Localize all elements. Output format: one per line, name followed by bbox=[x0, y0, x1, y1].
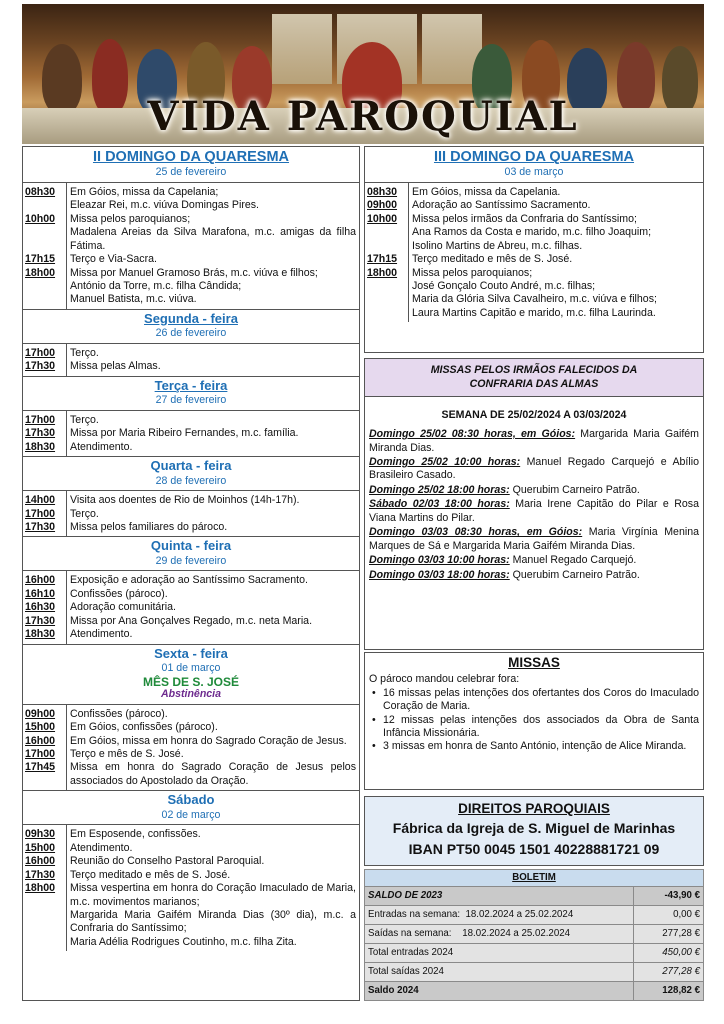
boletim-title: BOLETIM bbox=[365, 870, 704, 887]
day-schedule bbox=[23, 825, 359, 951]
time: 18h30 bbox=[23, 628, 67, 643]
missas-box bbox=[364, 652, 704, 790]
day-date: 02 de março bbox=[161, 808, 221, 821]
schedule-row bbox=[23, 344, 359, 360]
day-name: Quarta - feira bbox=[150, 458, 232, 474]
time: 16h00 bbox=[23, 735, 67, 748]
day-date: 03 de março bbox=[504, 166, 564, 179]
schedule-row bbox=[23, 427, 359, 440]
confraria-box bbox=[364, 358, 704, 650]
day-date: 25 de fevereiro bbox=[155, 166, 227, 179]
schedule-row bbox=[365, 183, 703, 199]
weekly-schedule bbox=[22, 146, 360, 1001]
confraria-entry: Domingo 25/02 08:30 horas, em Góios: Margarida Maria Gaifém Miranda Dias. bbox=[369, 428, 699, 454]
banner-window-left bbox=[272, 14, 332, 84]
day-header bbox=[23, 645, 359, 705]
direitos-title: DIREITOS PAROQUIAIS bbox=[458, 801, 610, 816]
time: 17h00 bbox=[23, 411, 67, 427]
schedule-row bbox=[23, 411, 359, 427]
description: Terço e mês de S. José. bbox=[70, 748, 184, 760]
time: 18h00 bbox=[365, 267, 409, 323]
schedule-row bbox=[23, 491, 359, 507]
schedule-row bbox=[23, 882, 359, 951]
schedule-row bbox=[23, 508, 359, 521]
schedule-row bbox=[365, 199, 703, 212]
description: Confissões (pároco). bbox=[70, 707, 168, 720]
time: 17h15 bbox=[365, 253, 409, 266]
description: Exposição e adoração ao Santíssimo Sacramento. bbox=[70, 574, 308, 587]
description: Missa por Ana Gonçalves Regado, m.c. neta Maria. bbox=[70, 614, 313, 627]
schedule-row bbox=[23, 721, 359, 734]
schedule-row bbox=[365, 213, 703, 253]
description: Atendimento. bbox=[70, 440, 133, 453]
day-date: 29 de fevereiro bbox=[155, 554, 227, 567]
schedule-row bbox=[23, 588, 359, 601]
day-schedule bbox=[23, 705, 359, 792]
table-row: Total entradas 2024 450,00 € bbox=[365, 944, 704, 963]
description: Terço e Via-Sacra. bbox=[70, 253, 157, 266]
day-name: Sábado bbox=[167, 792, 215, 808]
schedule-row bbox=[23, 521, 359, 536]
description: Em Góios, missa da Capelania. bbox=[412, 185, 561, 198]
schedule-row bbox=[365, 267, 703, 323]
day-schedule bbox=[23, 183, 359, 310]
time: 17h30 bbox=[23, 869, 67, 882]
description: Missa pelos paroquianos; Madalena Areias da Silva Marafona, m.c. amigas da filha Fátima. bbox=[70, 212, 356, 252]
table-row: Entradas na semana: 18.02.2024 a 25.02.2024 0,00 € bbox=[365, 906, 704, 925]
day-schedule bbox=[23, 571, 359, 644]
description: Missa por Maria Ribeiro Fernandes, m.c. família. bbox=[70, 427, 299, 440]
description: Em Góios, missa em honra do Sagrado Coração de Jesus. bbox=[70, 734, 347, 747]
day-name: III DOMINGO DA QUARESMA bbox=[433, 149, 635, 165]
description: Adoração comunitária. bbox=[70, 601, 176, 614]
confraria-entry: Sábado 02/03 18:00 horas: Maria Irene Capitão do Pilar e Rosa Viana Martins do Pilar. bbox=[369, 498, 699, 524]
schedule-row bbox=[23, 748, 359, 761]
confraria-entry: Domingo 25/02 10:00 horas: Manuel Regado Carquejó e Abílio Brasileiro Casado. bbox=[369, 455, 699, 482]
day-schedule bbox=[23, 344, 359, 377]
confraria-week: SEMANA DE 25/02/2024 A 03/03/2024 bbox=[441, 408, 627, 421]
time: 17h15 bbox=[23, 253, 67, 266]
schedule-row bbox=[23, 615, 359, 628]
direitos-iban: IBAN PT50 0045 1501 40228881721 09 bbox=[408, 840, 660, 857]
description: Atendimento. bbox=[70, 628, 133, 641]
time: 08h30 bbox=[23, 183, 67, 213]
time: 17h30 bbox=[23, 360, 67, 375]
time: 16h00 bbox=[23, 571, 67, 587]
description: Missa por Manuel Gramoso Brás, m.c. viúva e filhos; António da Torre, m.c. filha Cândida; Manuel Batista, m.c. viúva. bbox=[70, 266, 318, 306]
table-row: Saldo 2024 128,82 € bbox=[365, 982, 704, 1001]
day-schedule bbox=[365, 183, 703, 323]
abstinence-note: Abstinência bbox=[160, 688, 222, 701]
description: Missa pelos familiares do pároco. bbox=[70, 520, 228, 533]
description: Visita aos doentes de Rio de Moinhos (14h-17h). bbox=[70, 494, 300, 507]
table-row: Total saídas 2024 277,28 € bbox=[365, 963, 704, 982]
day-header bbox=[23, 147, 359, 183]
day-schedule bbox=[23, 491, 359, 537]
schedule-row bbox=[23, 628, 359, 643]
time: 16h10 bbox=[23, 588, 67, 601]
time: 17h00 bbox=[23, 508, 67, 521]
schedule-row bbox=[23, 735, 359, 748]
missas-list bbox=[365, 687, 703, 754]
time: 17h00 bbox=[23, 344, 67, 360]
time: 18h30 bbox=[23, 441, 67, 456]
list-item: • 16 missas pelas intenções dos ofertantes dos Coros do Imaculado Coração de Maria. bbox=[369, 687, 699, 714]
schedule-row bbox=[23, 441, 359, 456]
table-row: SALDO DE 2023 -43,90 € bbox=[365, 887, 704, 906]
schedule-row bbox=[23, 360, 359, 375]
time: 17h00 bbox=[23, 748, 67, 761]
time: 15h00 bbox=[23, 721, 67, 734]
day-date: 01 de março bbox=[161, 662, 221, 675]
day-date: 26 de fevereiro bbox=[155, 327, 227, 340]
header-banner bbox=[22, 4, 704, 144]
description: Atendimento. bbox=[70, 841, 133, 854]
description: Em Esposende, confissões. bbox=[70, 828, 201, 841]
day-header bbox=[23, 377, 359, 411]
boletim-box bbox=[364, 869, 704, 1004]
day-header bbox=[365, 147, 703, 183]
time: 15h00 bbox=[23, 842, 67, 855]
description: Missa vespertina em honra do Coração Imaculado de Maria, m.c. movimentos marianos; Margarida Maria Gaifém Miranda Dias (30º dia), m.c. a Confraria do Santíssimo; Maria Adélia Rodrigues Coutinho, m.c. filha Zita. bbox=[70, 882, 356, 948]
day-schedule bbox=[23, 411, 359, 457]
time: 16h30 bbox=[23, 601, 67, 614]
table-row: Saídas na semana: 18.02.2024 a 25.02.2024 277,28 € bbox=[365, 925, 704, 944]
schedule-row bbox=[23, 761, 359, 790]
time: 09h00 bbox=[23, 705, 67, 721]
time: 09h00 bbox=[365, 199, 409, 212]
time: 10h00 bbox=[365, 213, 409, 253]
day-name: Quinta - feira bbox=[150, 538, 232, 554]
schedule-row bbox=[23, 267, 359, 309]
month-dedication: MÊS DE S. JOSÉ bbox=[142, 674, 240, 689]
schedule-row bbox=[23, 855, 359, 868]
schedule-row bbox=[23, 571, 359, 587]
page-title: VIDA PAROQUIAL bbox=[147, 93, 579, 140]
list-item: • 3 missas em honra de Santo António, intenção de Alice Miranda. bbox=[369, 740, 699, 753]
day-name: Terça - feira bbox=[154, 377, 228, 393]
description: Reunião do Conselho Pastoral Paroquial. bbox=[70, 855, 265, 868]
description: Confissões (pároco). bbox=[70, 587, 168, 600]
schedule-row bbox=[23, 825, 359, 841]
description: Missa em honra do Sagrado Coração de Jesus pelos associados do Apostolado da Oração. bbox=[70, 761, 356, 787]
time: 17h30 bbox=[23, 427, 67, 440]
time: 16h00 bbox=[23, 855, 67, 868]
description: Terço meditado e mês de S. José. bbox=[70, 868, 231, 881]
boletim-table bbox=[364, 869, 704, 1001]
time: 18h00 bbox=[23, 882, 67, 951]
day-name: Sexta - feira bbox=[154, 645, 228, 661]
day-header bbox=[23, 457, 359, 491]
description: Em Góios, missa da Capelania; Eleazar Rei, m.c. viúva Domingas Pires. bbox=[70, 185, 259, 212]
confraria-title: MISSAS PELOS IRMÃOS FALECIDOS DA CONFRARIA DAS ALMAS bbox=[365, 359, 703, 397]
missas-title: MISSAS bbox=[508, 655, 560, 670]
third-sunday-box bbox=[364, 146, 704, 353]
direitos-line1: Fábrica da Igreja de S. Miguel de Marinhas bbox=[392, 820, 676, 837]
day-name: Segunda - feira bbox=[144, 310, 238, 326]
schedule-row bbox=[23, 213, 359, 253]
schedule-row bbox=[23, 705, 359, 721]
description: Adoração ao Santíssimo Sacramento. bbox=[412, 199, 591, 212]
confraria-entry: Domingo 03/03 10:00 horas: Manuel Regado Carquejó. bbox=[369, 554, 637, 567]
time: 14h00 bbox=[23, 491, 67, 507]
confraria-entry: Domingo 03/03 08:30 horas, em Góios: Maria Virgínia Menina Marques de Sá e Margarida Maria Gaifém Miranda Dias. bbox=[369, 526, 699, 552]
time: 17h45 bbox=[23, 761, 67, 790]
description: Terço. bbox=[70, 413, 99, 426]
confraria-entry: Domingo 25/02 18:00 horas: Querubim Carneiro Patrão. bbox=[369, 483, 640, 496]
day-date: 28 de fevereiro bbox=[155, 474, 227, 487]
description: Terço meditado e mês de S. José. bbox=[412, 253, 573, 266]
day-header bbox=[23, 537, 359, 571]
time: 08h30 bbox=[365, 183, 409, 199]
description: Em Góios, confissões (pároco). bbox=[70, 721, 218, 734]
schedule-row bbox=[23, 183, 359, 213]
confraria-entry: Domingo 03/03 18:00 horas: Querubim Carneiro Patrão. bbox=[369, 568, 640, 581]
time: 17h30 bbox=[23, 521, 67, 536]
direitos-box bbox=[364, 796, 704, 866]
day-header bbox=[23, 791, 359, 825]
schedule-row bbox=[23, 869, 359, 882]
description: Missa pelas Almas. bbox=[70, 360, 161, 373]
description: Terço. bbox=[70, 346, 99, 359]
time: 10h00 bbox=[23, 213, 67, 253]
schedule-row bbox=[23, 601, 359, 614]
description: Missa pelos irmãos da Confraria do Santíssimo; Ana Ramos da Costa e marido, m.c. filho Joaquim; Isolino Martins de Abreu, m.c. filhas. bbox=[412, 212, 652, 252]
day-date: 27 de fevereiro bbox=[155, 394, 227, 407]
schedule-row bbox=[23, 842, 359, 855]
list-item: • 12 missas pelas intenções dos associados da Obra de Santa Infância Missionária. bbox=[369, 714, 699, 741]
description: Terço. bbox=[70, 507, 99, 520]
description: Missa pelos paroquianos; José Gonçalo Couto André, m.c. filhas; Maria da Glória Silva Cavalheiro, m.c. viúva e filhos; Laura Martins Capitão e marido, m.c. filha Laurinda. bbox=[412, 266, 657, 319]
time: 18h00 bbox=[23, 267, 67, 309]
missas-intro: O pároco mandou celebrar fora: bbox=[369, 673, 520, 686]
day-header bbox=[23, 310, 359, 344]
schedule-row bbox=[365, 253, 703, 266]
time: 17h30 bbox=[23, 615, 67, 628]
schedule-row bbox=[23, 253, 359, 266]
day-name: II DOMINGO DA QUARESMA bbox=[92, 149, 290, 165]
time: 09h30 bbox=[23, 825, 67, 841]
